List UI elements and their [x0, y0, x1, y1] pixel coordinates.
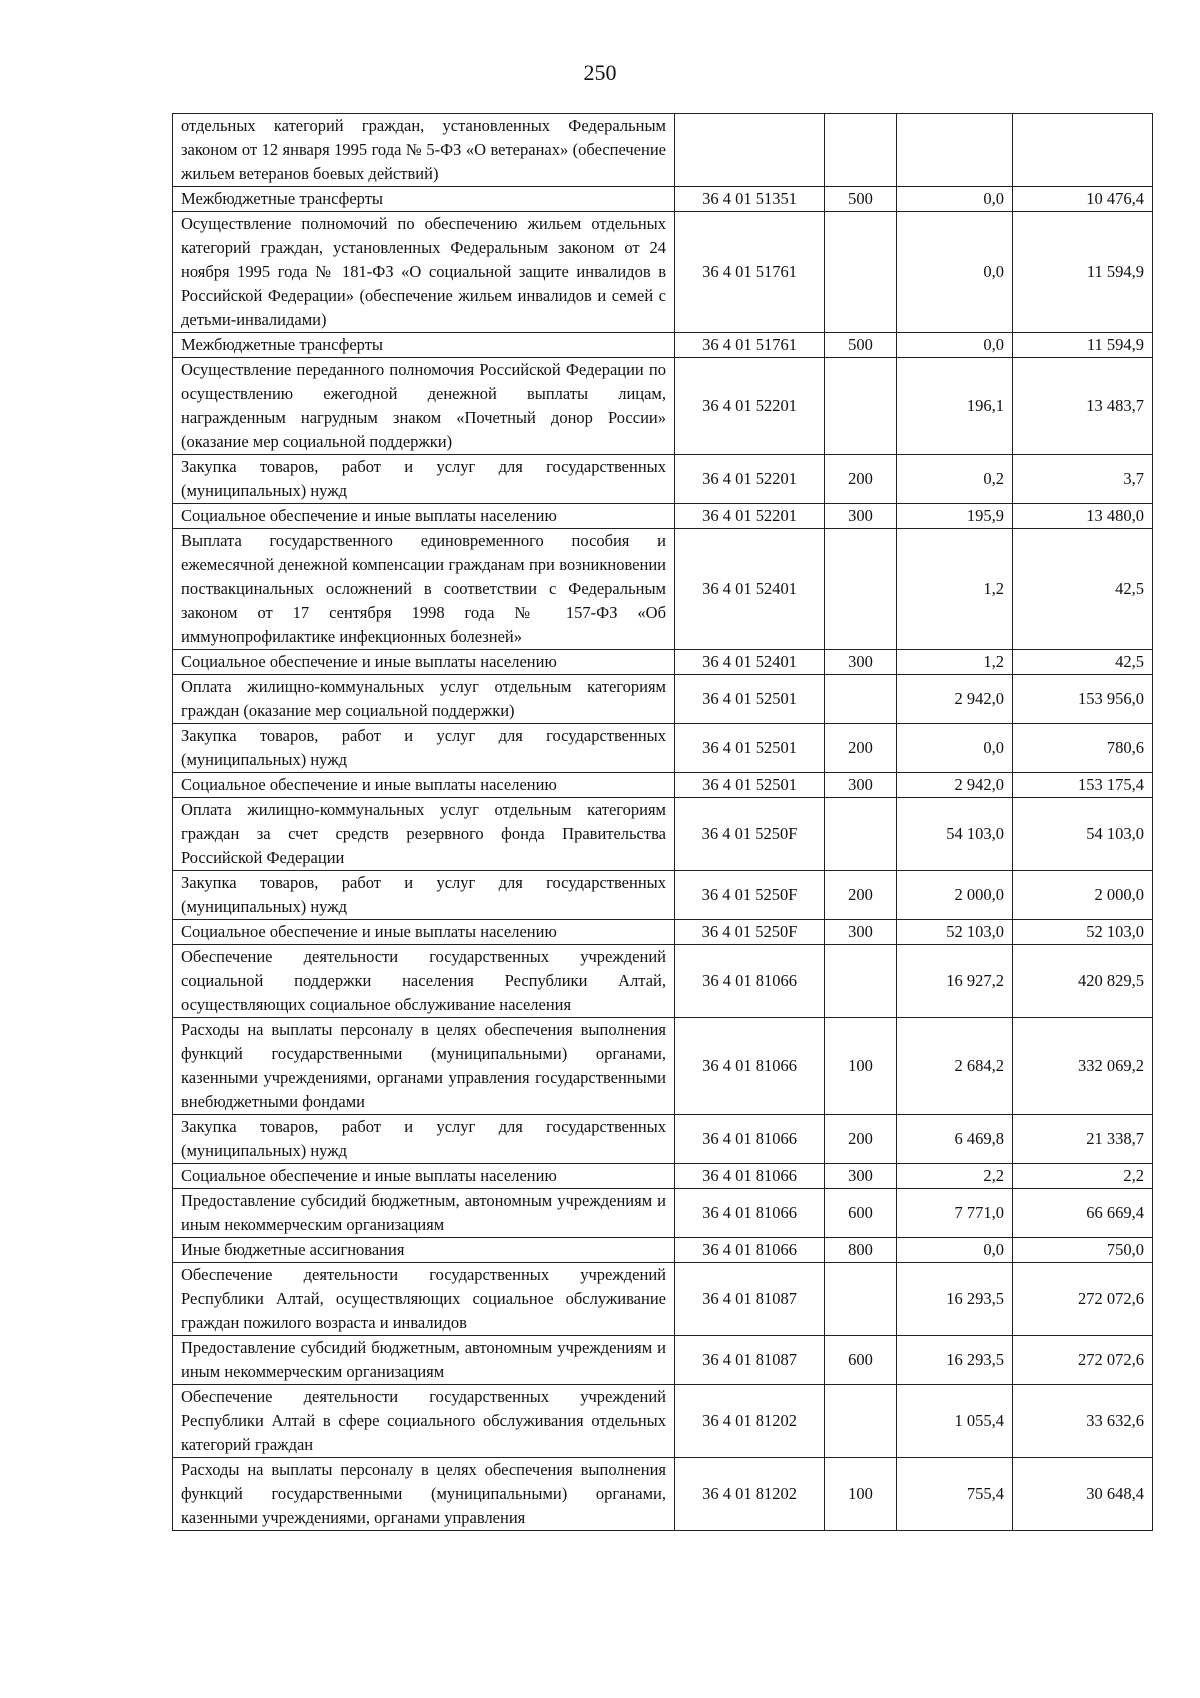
expense-type-code [825, 675, 897, 724]
expense-type-code: 200 [825, 724, 897, 773]
target-article-code: 36 4 01 81066 [675, 1018, 825, 1115]
amount-federal: 195,9 [897, 504, 1013, 529]
table-row [173, 798, 1153, 871]
expense-type-code [825, 798, 897, 871]
table-row [173, 675, 1153, 724]
amount-total: 52 103,0 [1013, 920, 1153, 945]
target-article-code: 36 4 01 5250F [675, 798, 825, 871]
amount-total: 13 480,0 [1013, 504, 1153, 529]
amount-total: 54 103,0 [1013, 798, 1153, 871]
row-description: Предоставление субсидий бюджетным, автономным учреждениям и иным некоммерческим организациям [173, 1336, 675, 1385]
table-row [173, 504, 1153, 529]
amount-total: 3,7 [1013, 455, 1153, 504]
amount-federal: 52 103,0 [897, 920, 1013, 945]
table-row [173, 455, 1153, 504]
target-article-code: 36 4 01 52501 [675, 675, 825, 724]
amount-total: 21 338,7 [1013, 1115, 1153, 1164]
expense-type-code: 200 [825, 1115, 897, 1164]
amount-federal: 7 771,0 [897, 1189, 1013, 1238]
row-description: Межбюджетные трансферты [173, 187, 675, 212]
expense-type-code [825, 1385, 897, 1458]
amount-federal: 1,2 [897, 650, 1013, 675]
amount-federal: 6 469,8 [897, 1115, 1013, 1164]
table-row [173, 871, 1153, 920]
row-description: Осуществление переданного полномочия Российской Федерации по осуществлению ежегодной денежной выплаты лицам, награжденным нагрудным знаком «Почетный донор России» (оказание мер социальной поддержки) [173, 358, 675, 455]
row-description: Социальное обеспечение и иные выплаты населению [173, 773, 675, 798]
expense-type-code: 500 [825, 187, 897, 212]
page-number: 250 [583, 60, 617, 85]
expense-type-code: 100 [825, 1458, 897, 1531]
amount-total: 153 956,0 [1013, 675, 1153, 724]
target-article-code: 36 4 01 5250F [675, 920, 825, 945]
target-article-code: 36 4 01 81087 [675, 1263, 825, 1336]
target-article-code: 36 4 01 81066 [675, 945, 825, 1018]
row-description: Обеспечение деятельности государственных учреждений Республики Алтай, осуществляющих социальное обслуживание граждан пожилого возраста и инвалидов [173, 1263, 675, 1336]
target-article-code: 36 4 01 52201 [675, 455, 825, 504]
amount-federal: 0,0 [897, 187, 1013, 212]
table-row [173, 1164, 1153, 1189]
amount-federal: 0,0 [897, 724, 1013, 773]
target-article-code: 36 4 01 81066 [675, 1238, 825, 1263]
table-row [173, 114, 1153, 187]
target-article-code: 36 4 01 5250F [675, 871, 825, 920]
target-article-code [675, 114, 825, 187]
target-article-code: 36 4 01 52501 [675, 773, 825, 798]
budget-table [172, 113, 1153, 1531]
expense-type-code [825, 114, 897, 187]
amount-total: 66 669,4 [1013, 1189, 1153, 1238]
target-article-code: 36 4 01 51351 [675, 187, 825, 212]
target-article-code: 36 4 01 52201 [675, 358, 825, 455]
expense-type-code: 600 [825, 1336, 897, 1385]
row-description: Оплата жилищно-коммунальных услуг отдельным категориям граждан за счет средств резервного фонда Правительства Российской Федерации [173, 798, 675, 871]
row-description: Социальное обеспечение и иные выплаты населению [173, 650, 675, 675]
table-row [173, 773, 1153, 798]
row-description: Предоставление субсидий бюджетным, автономным учреждениям и иным некоммерческим организациям [173, 1189, 675, 1238]
row-description: Оплата жилищно-коммунальных услуг отдельным категориям граждан (оказание мер социальной поддержки) [173, 675, 675, 724]
amount-total: 10 476,4 [1013, 187, 1153, 212]
expense-type-code [825, 945, 897, 1018]
amount-federal: 755,4 [897, 1458, 1013, 1531]
amount-federal: 2 684,2 [897, 1018, 1013, 1115]
row-description: Расходы на выплаты персоналу в целях обеспечения выполнения функций государственными (муниципальными) органами, казенными учреждениями, органами управления государственными внебюджетными фондами [173, 1018, 675, 1115]
expense-type-code: 300 [825, 920, 897, 945]
table-row [173, 1458, 1153, 1531]
target-article-code: 36 4 01 51761 [675, 333, 825, 358]
row-description: Иные бюджетные ассигнования [173, 1238, 675, 1263]
expense-type-code: 300 [825, 773, 897, 798]
table-row [173, 945, 1153, 1018]
target-article-code: 36 4 01 51761 [675, 212, 825, 333]
amount-federal: 16 293,5 [897, 1263, 1013, 1336]
target-article-code: 36 4 01 52401 [675, 529, 825, 650]
amount-federal: 2,2 [897, 1164, 1013, 1189]
target-article-code: 36 4 01 52501 [675, 724, 825, 773]
expense-type-code: 500 [825, 333, 897, 358]
target-article-code: 36 4 01 81202 [675, 1458, 825, 1531]
row-description: Выплата государственного единовременного пособия и ежемесячной денежной компенсации гражданам при возникновении поствакцинальных осложнений в соответствии с Федеральным законом от 17 сентября 1998 года № 157-ФЗ «Об иммунопрофилактике инфекционных болезней» [173, 529, 675, 650]
amount-federal: 2 942,0 [897, 675, 1013, 724]
amount-total: 13 483,7 [1013, 358, 1153, 455]
table-row [173, 187, 1153, 212]
amount-federal: 54 103,0 [897, 798, 1013, 871]
amount-federal: 1,2 [897, 529, 1013, 650]
table-row [173, 1263, 1153, 1336]
amount-total: 2,2 [1013, 1164, 1153, 1189]
target-article-code: 36 4 01 81087 [675, 1336, 825, 1385]
amount-total: 42,5 [1013, 529, 1153, 650]
amount-total: 30 648,4 [1013, 1458, 1153, 1531]
amount-federal: 2 942,0 [897, 773, 1013, 798]
row-description: Осуществление полномочий по обеспечению жильем отдельных категорий граждан, установленных Федеральным законом от 24 ноября 1995 года № 181-ФЗ «О социальной защите инвалидов в Российской Федерации» (обеспечение жильем инвалидов и семей с детьми-инвалидами) [173, 212, 675, 333]
table-row [173, 1018, 1153, 1115]
target-article-code: 36 4 01 52201 [675, 504, 825, 529]
table-row [173, 1385, 1153, 1458]
target-article-code: 36 4 01 81066 [675, 1164, 825, 1189]
table-row [173, 529, 1153, 650]
amount-total: 780,6 [1013, 724, 1153, 773]
table-row [173, 212, 1153, 333]
row-description: Обеспечение деятельности государственных учреждений Республики Алтай в сфере социального обслуживания отдельных категорий граждан [173, 1385, 675, 1458]
expense-type-code: 300 [825, 650, 897, 675]
expense-type-code: 300 [825, 1164, 897, 1189]
row-description: Закупка товаров, работ и услуг для государственных (муниципальных) нужд [173, 1115, 675, 1164]
target-article-code: 36 4 01 52401 [675, 650, 825, 675]
expense-type-code: 600 [825, 1189, 897, 1238]
row-description: Закупка товаров, работ и услуг для государственных (муниципальных) нужд [173, 871, 675, 920]
row-description: Обеспечение деятельности государственных учреждений социальной поддержки населения Республики Алтай, осуществляющих социальное обслуживание населения [173, 945, 675, 1018]
row-description: Расходы на выплаты персоналу в целях обеспечения выполнения функций государственными (муниципальными) органами, казенными учреждениями, органами управления [173, 1458, 675, 1531]
amount-federal: 0,0 [897, 333, 1013, 358]
amount-total: 332 069,2 [1013, 1018, 1153, 1115]
row-description: Социальное обеспечение и иные выплаты населению [173, 920, 675, 945]
expense-type-code: 200 [825, 455, 897, 504]
table-row [173, 1336, 1153, 1385]
target-article-code: 36 4 01 81066 [675, 1115, 825, 1164]
amount-total: 272 072,6 [1013, 1263, 1153, 1336]
expense-type-code: 200 [825, 871, 897, 920]
amount-federal [897, 114, 1013, 187]
amount-total: 272 072,6 [1013, 1336, 1153, 1385]
row-description: отдельных категорий граждан, установленных Федеральным законом от 12 января 1995 года № 5-ФЗ «О ветеранах» (обеспечение жильем ветеранов боевых действий) [173, 114, 675, 187]
table-row [173, 333, 1153, 358]
expense-type-code [825, 358, 897, 455]
amount-federal: 0,2 [897, 455, 1013, 504]
amount-federal: 0,0 [897, 212, 1013, 333]
amount-total: 420 829,5 [1013, 945, 1153, 1018]
amount-federal: 16 927,2 [897, 945, 1013, 1018]
expense-type-code [825, 212, 897, 333]
table-row [173, 920, 1153, 945]
table-row [173, 1189, 1153, 1238]
row-description: Закупка товаров, работ и услуг для государственных (муниципальных) нужд [173, 724, 675, 773]
table-row [173, 1115, 1153, 1164]
amount-total: 11 594,9 [1013, 333, 1153, 358]
amount-federal: 1 055,4 [897, 1385, 1013, 1458]
table-row [173, 724, 1153, 773]
table-row [173, 358, 1153, 455]
row-description: Межбюджетные трансферты [173, 333, 675, 358]
amount-total: 153 175,4 [1013, 773, 1153, 798]
row-description: Социальное обеспечение и иные выплаты населению [173, 1164, 675, 1189]
row-description: Социальное обеспечение и иные выплаты населению [173, 504, 675, 529]
amount-federal: 0,0 [897, 1238, 1013, 1263]
amount-federal: 2 000,0 [897, 871, 1013, 920]
budget-table-body [173, 114, 1153, 1531]
table-row [173, 650, 1153, 675]
expense-type-code [825, 1263, 897, 1336]
expense-type-code [825, 529, 897, 650]
amount-total: 33 632,6 [1013, 1385, 1153, 1458]
amount-total: 750,0 [1013, 1238, 1153, 1263]
expense-type-code: 800 [825, 1238, 897, 1263]
amount-total: 42,5 [1013, 650, 1153, 675]
amount-total: 11 594,9 [1013, 212, 1153, 333]
row-description: Закупка товаров, работ и услуг для государственных (муниципальных) нужд [173, 455, 675, 504]
amount-total: 2 000,0 [1013, 871, 1153, 920]
amount-total [1013, 114, 1153, 187]
expense-type-code: 300 [825, 504, 897, 529]
amount-federal: 16 293,5 [897, 1336, 1013, 1385]
table-row [173, 1238, 1153, 1263]
expense-type-code: 100 [825, 1018, 897, 1115]
amount-federal: 196,1 [897, 358, 1013, 455]
target-article-code: 36 4 01 81202 [675, 1385, 825, 1458]
target-article-code: 36 4 01 81066 [675, 1189, 825, 1238]
